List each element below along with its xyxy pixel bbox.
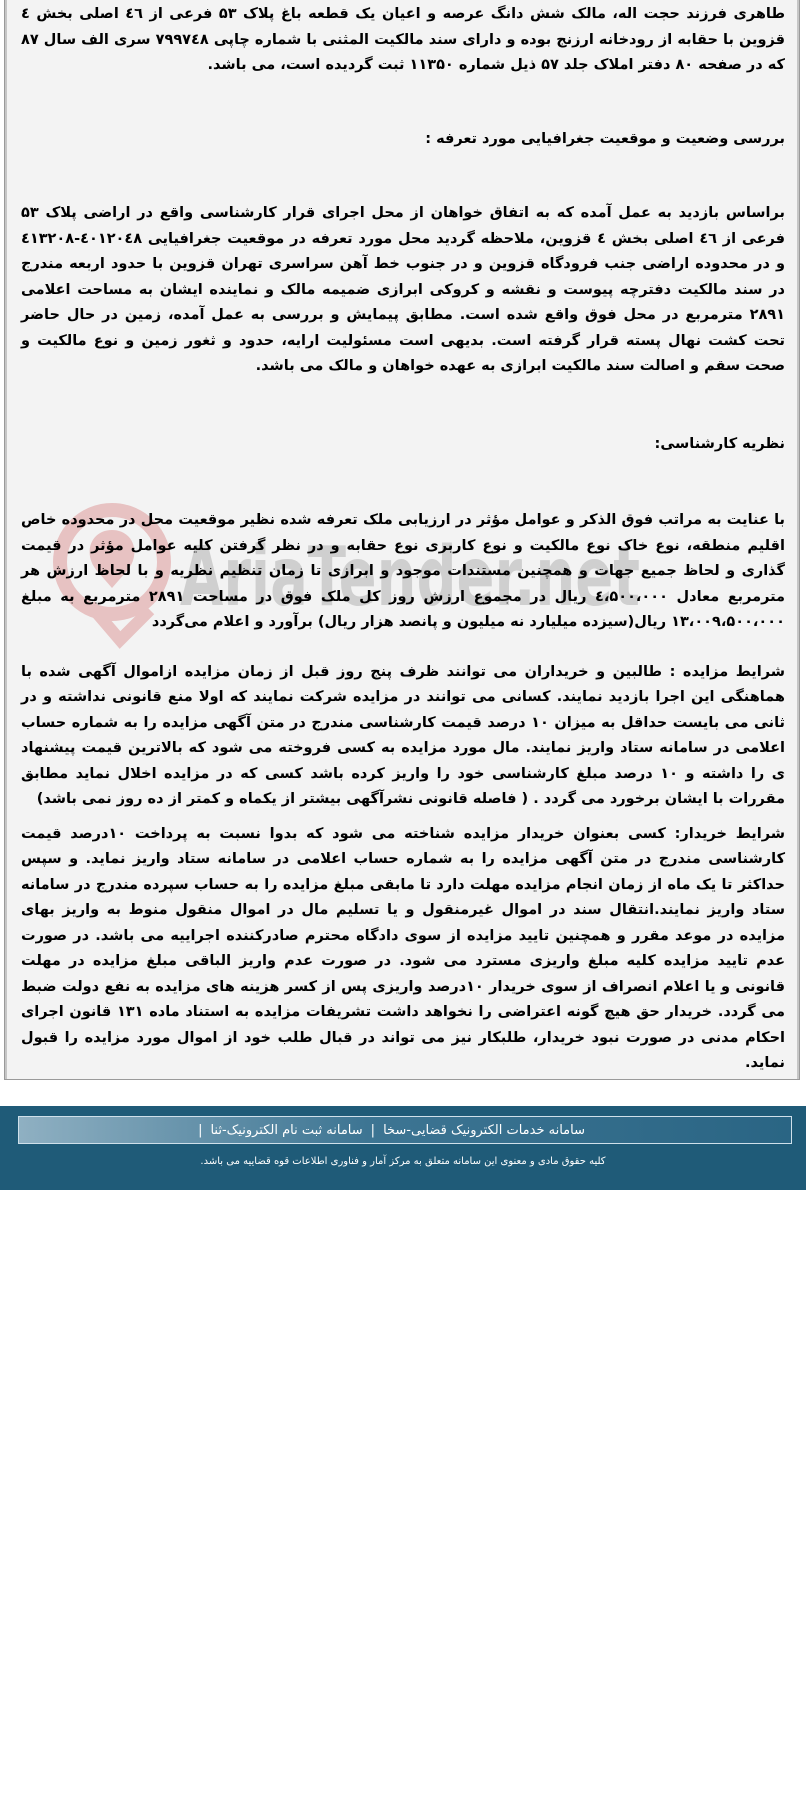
buyer-conditions-paragraph: شرایط خریدار: کسی بعنوان خریدار مزایده شناخته می شود که بدوا نسبت به پرداخت ۱۰درصد قیمت کارشناسی مندرج در متن آگهی مزایده را به شماره حساب اعلامی در سامانه ستاد واریز نماید. و سپس حداکثر تا یک ماه از زمان انجام مزایده مهلت دارد تا مابقی مبلغ مزایده را به حساب سپرده مندرج در سامانه ستاد واریز نمایند.انتقال سند در اموال غیرمنقول و یا تسلیم مال در اموال منقول منوط به واریز بهای مزایده در موعد مقرر و همچنین تایید مزایده از سوی دادگاه محترم صادرکننده اجراییه می باشد. در صورت عدم تایید مزایده کلیه مبلغ واریزی مسترد می شود. در صورت عدم واریز الباقی مبلغ مزایده در مهلت قانونی و یا اعلام انصراف از سوی خریدار ۱۰درصد واریزی پس از کسر هزینه های مزایده به نفع دولت ضبط می گردد. خریدار حق هیچ گونه اعتراضی را نخواهد داشت تشریفات مزایده به استناد ماده ۱۳۱ قانون اجرای احکام مدنی در صورت نبود خریدار، طلبکار نیز می تواند در قبال طلب خود از اموال مورد مزایده را قبول نماید. [21,825,785,1071]
opinion-heading: نظریه کارشناسی: [654,435,785,452]
footer-link-sana[interactable]: سامانه ثبت نام الکترونیک-ثنا [210,1122,363,1138]
footer [0,1106,806,1190]
owner-paragraph: طاهری فرزند حجت اله، مالک شش دانگ عرصه و اعیان یک قطعه باغ پلاک ۵۳ فرعی از ٤٦ اصلی بخش ٤ قزوین با حقابه از رودخانه ارزنج بوده و دارای سند مالکیت المثنی با شماره چاپی ۷۹۹۷٤۸ سری الف سال ۸۷ که در صفحه ۸۰ دفتر املاک جلد ۵۷ ذیل شماره ۱۱۳۵۰ ثبت گردیده است، می باشد. [21,6,786,73]
footer-separator: | [370,1122,376,1138]
visit-paragraph: براساس بازدید به عمل آمده که به اتفاق خواهان از محل اجرای قرار کارشناسی واقع در اراضی پلاک ۵۳ فرعی از ٤٦ اصلی بخش ٤ قزوین، ملاحظه گردید محل مورد تعرفه در موقعیت جغرافیایی ٤٠١٢٠٤٨-٤١٣٢٠٨ و در محدوده اراضی جنب فرودگاه قزوین و در جنوب خط آهن سراسری تهران قزوین با حدود اربعه مندرج در سند مالکیت دفترچه پیوست و نقشه و کروکی ابرازی ضمیمه مالک و نماینده ایشان به مساحت اعلامی ۲۸۹۱ مترمربع در محل فوق واقع شده است. مطابق پیمایش و بررسی به عمل آمده، زمین در حال حاضر تحت کشت نهال پسته قرار گرفته است. بدیهی است مسئولیت ارایه، حدود و ثغور زمین و نوع مالکیت و صحت سقم و اصالت سند مالکیت ابرازی به عهده خواهان و مالک می باشد. [21,205,785,374]
document-frame [4,0,800,1080]
auction-conditions-paragraph: شرایط مزایده : طالبین و خریداران می توانند ظرف پنج روز قبل از زمان مزایده ازاموال آگهی شده با هماهنگی این اجرا بازدید نمایند. کسانی می توانند در مزایده شرکت نمایند که اولا منع قانونی نداشته و در ثانی می بایست حداقل به میزان ۱۰ درصد قیمت کارشناسی مندرج در متن آگهی مزایده را به شماره حساب اعلامی در سامانه ستاد واریز نمایند. مال مورد مزایده به کسی فروخته می شود که بالاترین قیمت پیشنهاد ی را داشته و ۱۰ درصد مبلغ کارشناسی خود را واریز کرده باشد کسی که در مزایده اخلال نماید مطابق مقررات با ایشان برخورد می گردد . ( فاصله قانونی نشرآگهی بیشتر از یکماه و کمتر از ده روز نمی باشد) [21,663,785,807]
footer-copyright: کلیه حقوق مادی و معنوی این سامانه متعلق به مرکز آمار و فناوری اطلاعات قوه قضاییه می باشد. [200,1156,606,1167]
opinion-paragraph: با عنایت به مراتب فوق الذکر و عوامل مؤثر در ارزیابی ملک تعرفه شده نظیر موقعیت محل در محدوده خاص اقلیم منطقه، نوع خاک نوع مالکیت و نوع کاربری نوع حقابه و در نظر گرفتن کلیه عوامل مؤثر در قیمت گذاری و لحاظ جمیع جهات و همچنین مستندات موجود و ابرازی تا زمان تنظیم نظریه و با لحاظ ارزش هر مترمربع معادل ٤،۵۰۰،۰۰۰ ریال در مجموع ارزش روز کل ملک فوق در مساحت ۲۸۹۱ مترمربع به مبلغ ۱۳،۰۰۹،۵۰۰،۰۰۰ ریال(سیزده میلیارد نه میلیون و پانصد هزار ریال) برآورد و اعلام می‌گردد [21,512,785,630]
document-content [21,2,785,1080]
watermark-text: AriaTender.net [180,530,640,625]
location-heading: بررسی وضعیت و موقعیت جغرافیایی مورد تعرفه : [425,130,785,147]
footer-separator-end: | [198,1122,203,1138]
footer-link-sakha[interactable]: سامانه خدمات الکترونیک قضایی-سخا [383,1122,585,1138]
footer-links-bar [18,1116,792,1144]
